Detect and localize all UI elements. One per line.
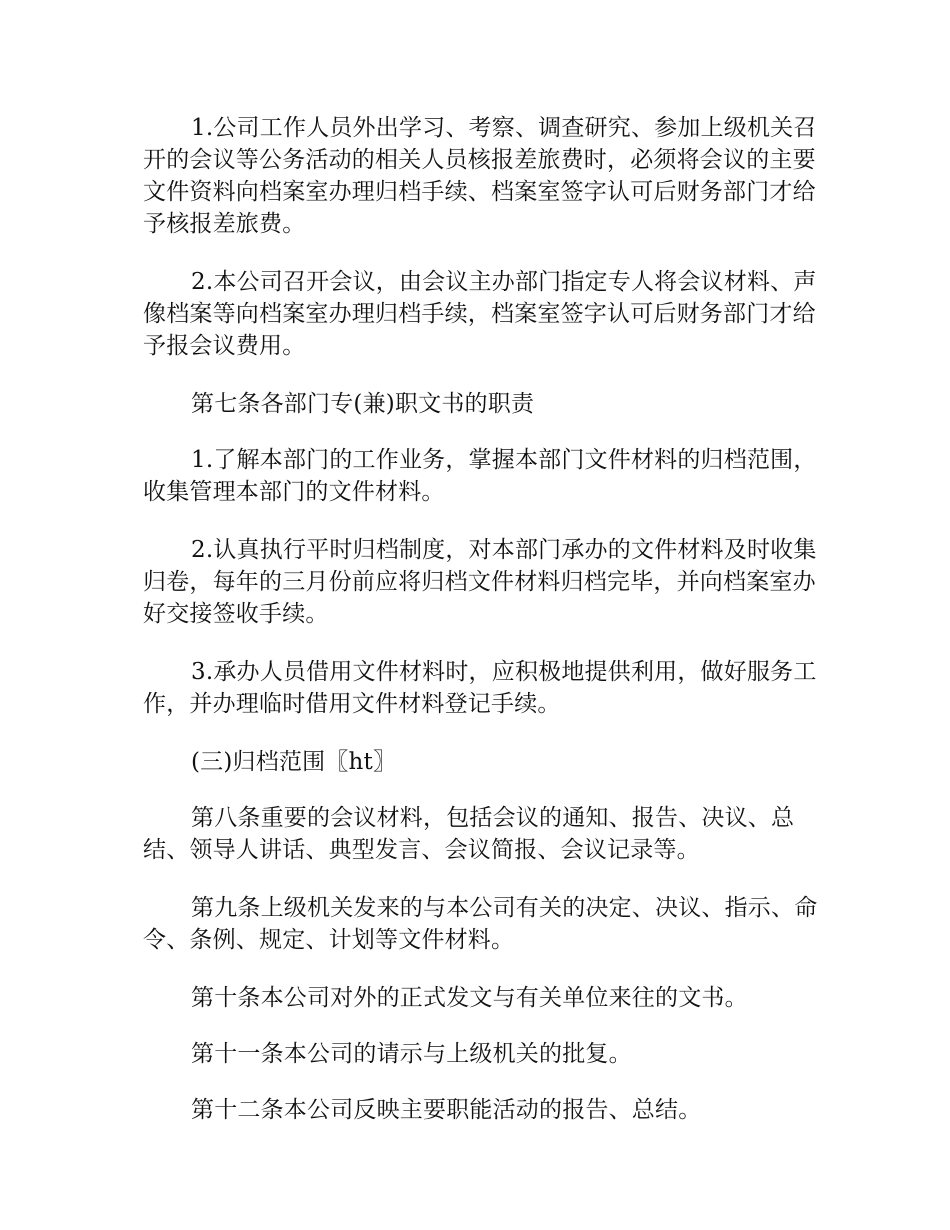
paragraph-article-8: 第八条重要的会议材料，包括会议的通知、报告、决议、总结、领导人讲话、典型发言、会议简报、会议记录等。 [143, 805, 795, 863]
paragraph-article-11: 第十一条本公司的请示与上级机关的批复。 [191, 1041, 632, 1067]
paragraph-article-10: 第十条本公司对外的正式发文与有关单位来往的文书。 [191, 985, 748, 1011]
document-body [143, 112, 833, 1152]
paragraph-meeting-expense: 2.本公司召开会议，由会议主办部门指定专人将会议材料、声像档案等向档案室办理归档手续，档案室签字认可后财务部门才给予报会议费用。 [143, 269, 817, 359]
paragraph-article-12: 第十二条本公司反映主要职能活动的报告、总结。 [191, 1097, 702, 1123]
paragraph-article-9: 第九条上级机关发来的与本公司有关的决定、决议、指示、命令、条例、规定、计划等文件材料。 [143, 895, 818, 953]
paragraph-travel-expense: 1.公司工作人员外出学习、考察、调查研究、参加上级机关召开的会议等公务活动的相关人员核报差旅费时，必须将会议的主要文件资料向档案室办理归档手续、档案室签字认可后财务部门才给予核报差旅费。 [143, 115, 817, 237]
paragraph-duty-3: 3.承办人员借用文件材料时，应积极地提供利用，做好服务工作，并办理临时借用文件材料登记手续。 [143, 659, 817, 717]
heading-archive-scope: (三)归档范围〖ht〗 [191, 749, 397, 775]
heading-article-7: 第七条各部门专(兼)职文书的职责 [191, 391, 535, 417]
paragraph-duty-1: 1.了解本部门的工作业务，掌握本部门文件材料的归档范围，收集管理本部门的文件材料。 [143, 447, 817, 505]
paragraph-duty-2: 2.认真执行平时归档制度，对本部门承办的文件材料及时收集归卷，每年的三月份前应将归档文件材料归档完毕，并向档案室办好交接签收手续。 [143, 537, 817, 627]
